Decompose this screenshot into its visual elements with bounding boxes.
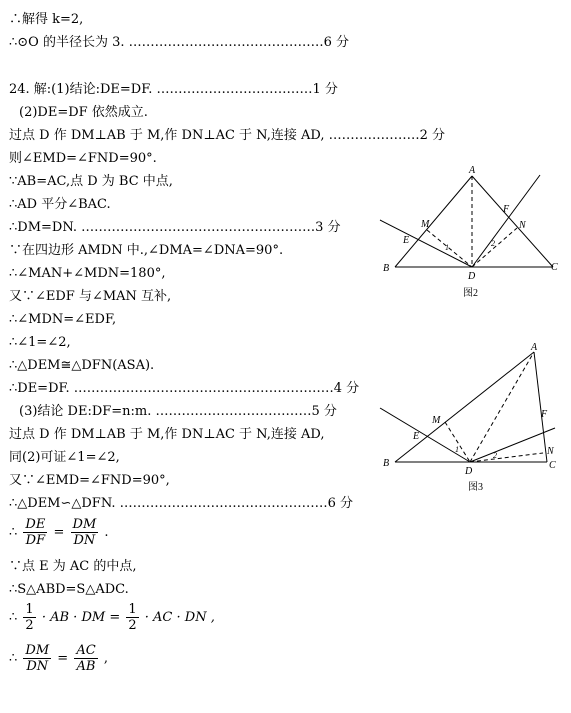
numerator: DE <box>25 517 46 532</box>
line: ∴△DEM≅△DFN(ASA). <box>9 358 155 373</box>
expression: · AB · DM = <box>41 610 121 625</box>
therefore-symbol: ∴ <box>9 525 18 540</box>
point-label-e: E <box>403 235 410 246</box>
numerator: DM <box>72 517 97 532</box>
line: 同(2)可证∠1=∠2, <box>9 450 120 465</box>
denominator: DF <box>25 533 46 548</box>
line-df <box>472 175 540 267</box>
line: 过点 D 作 DM⊥AB 于 M,作 DN⊥AC 于 N,连接 AD, …………………2 分 <box>9 128 446 143</box>
numerator: DM <box>25 643 50 658</box>
point-label-b: B <box>383 458 390 469</box>
segment-ac <box>534 352 547 462</box>
equals-sign: = <box>53 525 65 540</box>
punctuation: . <box>104 525 109 540</box>
expression: · AC · DN , <box>144 610 215 625</box>
point-label-m: M <box>432 415 441 426</box>
point-label-f: F <box>503 204 510 215</box>
line: ∴AD 平分∠BAC. <box>9 197 111 212</box>
line: ∴解得 k=2, <box>9 12 84 27</box>
numerator: 1 <box>128 602 137 617</box>
segment-ab <box>395 176 472 267</box>
point-label-c: C <box>551 262 558 273</box>
line: ∴∠MDN=∠EDF, <box>9 312 117 327</box>
segment-ab <box>395 352 534 462</box>
line: ∵AB=AC,点 D 为 BC 中点, <box>9 174 173 189</box>
geometry-figure-2 <box>375 160 565 300</box>
line: (2)DE=DF 依然成立. <box>19 105 148 120</box>
line: ∴DE=DF. ……………………………………………………4 分 <box>9 381 360 396</box>
equals-sign: = <box>57 651 69 666</box>
therefore-symbol: ∴ <box>9 651 18 666</box>
line: 又∵∠EDF 与∠MAN 互补, <box>9 289 172 304</box>
line: ∴△DEM∽△DFN. …………………………………………6 分 <box>9 496 354 511</box>
fraction-equation <box>9 602 215 633</box>
denominator: DN <box>26 659 49 674</box>
point-label-m: M <box>421 219 430 230</box>
figure-caption: 图2 <box>463 288 478 299</box>
line: ∵点 E 为 AC 的中点, <box>9 559 137 574</box>
line: (3)结论 DE:DF=n:m. ………………………………5 分 <box>19 404 337 419</box>
therefore-symbol: ∴ <box>9 610 18 625</box>
fraction-equation <box>9 643 108 674</box>
fraction <box>74 643 97 674</box>
angle-label-1: 1 <box>455 445 459 454</box>
angle-label-1: 1 <box>445 243 449 252</box>
line: 又∵∠EMD=∠FND=90°, <box>9 473 170 488</box>
figure-caption: 图3 <box>468 482 483 493</box>
line: 则∠EMD=∠FND=90°. <box>9 151 157 166</box>
angle-label-2: 2 <box>491 239 495 248</box>
line: ∴DM=DN. ………………………………………………3 分 <box>9 220 341 235</box>
line: ∴∠MAN+∠MDN=180°, <box>9 266 166 281</box>
point-label-d: D <box>468 271 476 282</box>
denominator: AB <box>76 659 96 674</box>
line: 过点 D 作 DM⊥AB 于 M,作 DN⊥AC 于 N,连接 AD, <box>9 427 325 442</box>
line: ∵在四边形 AMDN 中.,∠DMA=∠DNA=90°. <box>9 243 284 258</box>
segment-ad <box>470 352 534 462</box>
line: 24. 解:(1)结论:DE=DF. ………………………………1 分 <box>9 82 338 97</box>
point-label-d: D <box>465 466 473 477</box>
point-label-n: N <box>547 446 554 457</box>
point-label-a: A <box>469 165 476 176</box>
fraction <box>126 602 138 633</box>
point-label-e: E <box>413 431 420 442</box>
fraction <box>71 517 99 548</box>
denominator: DN <box>73 533 96 548</box>
fraction-equation <box>9 517 109 548</box>
segment-ac <box>472 176 553 267</box>
segment-dm <box>445 422 470 462</box>
line: ∴∠1=∠2, <box>9 335 71 350</box>
point-label-f: F <box>541 409 548 420</box>
point-label-b: B <box>383 263 390 274</box>
segment-dm <box>427 230 472 267</box>
denominator: 2 <box>128 618 137 633</box>
fraction <box>23 517 47 548</box>
fraction <box>23 602 35 633</box>
point-label-c: C <box>549 460 556 471</box>
point-label-a: A <box>531 342 538 353</box>
point-label-n: N <box>519 220 526 231</box>
line: ∴S△ABD=S△ADC. <box>9 582 129 597</box>
geometry-figure-3 <box>375 340 565 495</box>
angle-label-2: 2 <box>493 451 497 460</box>
denominator: 2 <box>25 618 34 633</box>
fraction <box>23 643 51 674</box>
numerator: 1 <box>25 602 34 617</box>
line: ∴⊙O 的半径长为 3. ………………………………………6 分 <box>9 35 350 50</box>
punctuation: , <box>103 651 108 666</box>
numerator: AC <box>76 643 96 658</box>
